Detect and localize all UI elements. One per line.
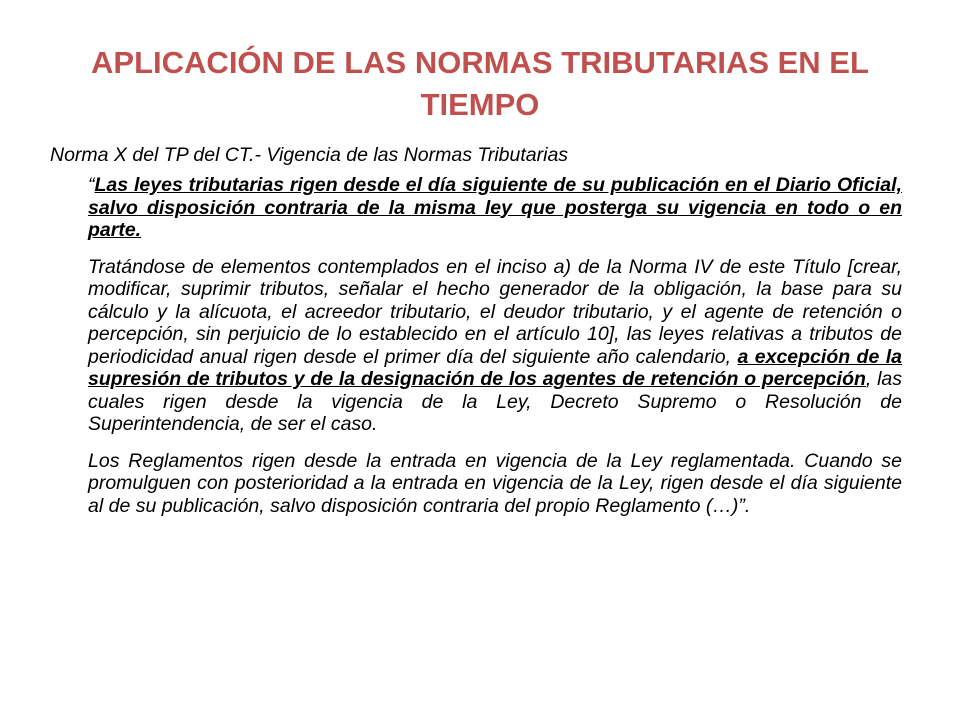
slide-title: APLICACIÓN DE LAS NORMAS TRIBUTARIAS EN EL TIEMPO xyxy=(91,45,869,122)
paragraph-2-text-start: Tratándose de elementos contemplados en el inciso a) de la Norma IV de este Título [crear, modificar, suprimir tributos, señalar el hecho generador de la obligación, la base para su cálculo y la alícuota, el acreedor tributario, el deudor tributario, y el agente de retención o percepción, sin perjuicio de lo establecido en el artículo 10], las leyes relativas a tributos de periodicidad anual rigen desde el primer día del siguiente año calendario, xyxy=(88,255,902,368)
norm-subtitle: Norma X del TP del CT.- Vigencia de las Normas Tributarias xyxy=(50,144,569,166)
opening-quote: “ xyxy=(88,174,95,196)
slide-body xyxy=(50,143,902,531)
paragraph-2-text-end: , las cuales rigen desde la vigencia de la Ley, Decreto Supremo o Resolución de Superintendencia, de ser el caso. xyxy=(88,368,902,435)
paragraph-2 xyxy=(88,256,902,436)
paragraph-1-emphasis: Las leyes tributarias rigen desde el día siguiente de su publicación en el Diario Oficial, salvo disposición contraria de la misma ley que posterga su vigencia en todo o en parte. xyxy=(88,174,902,241)
paragraph-3: Los Reglamentos rigen desde la entrada en vigencia de la Ley reglamentada. Cuando se promulguen con posterioridad a la entrada en vigencia de la Ley, rigen desde el día siguiente al de su publicación, salvo disposición contraria del propio Reglamento (…)”. xyxy=(88,449,902,517)
paragraph-2-emphasis: a excepción de la supresión de tributos y de la designación de los agentes de retención o percepción xyxy=(88,345,902,390)
paragraph-1 xyxy=(88,174,902,242)
